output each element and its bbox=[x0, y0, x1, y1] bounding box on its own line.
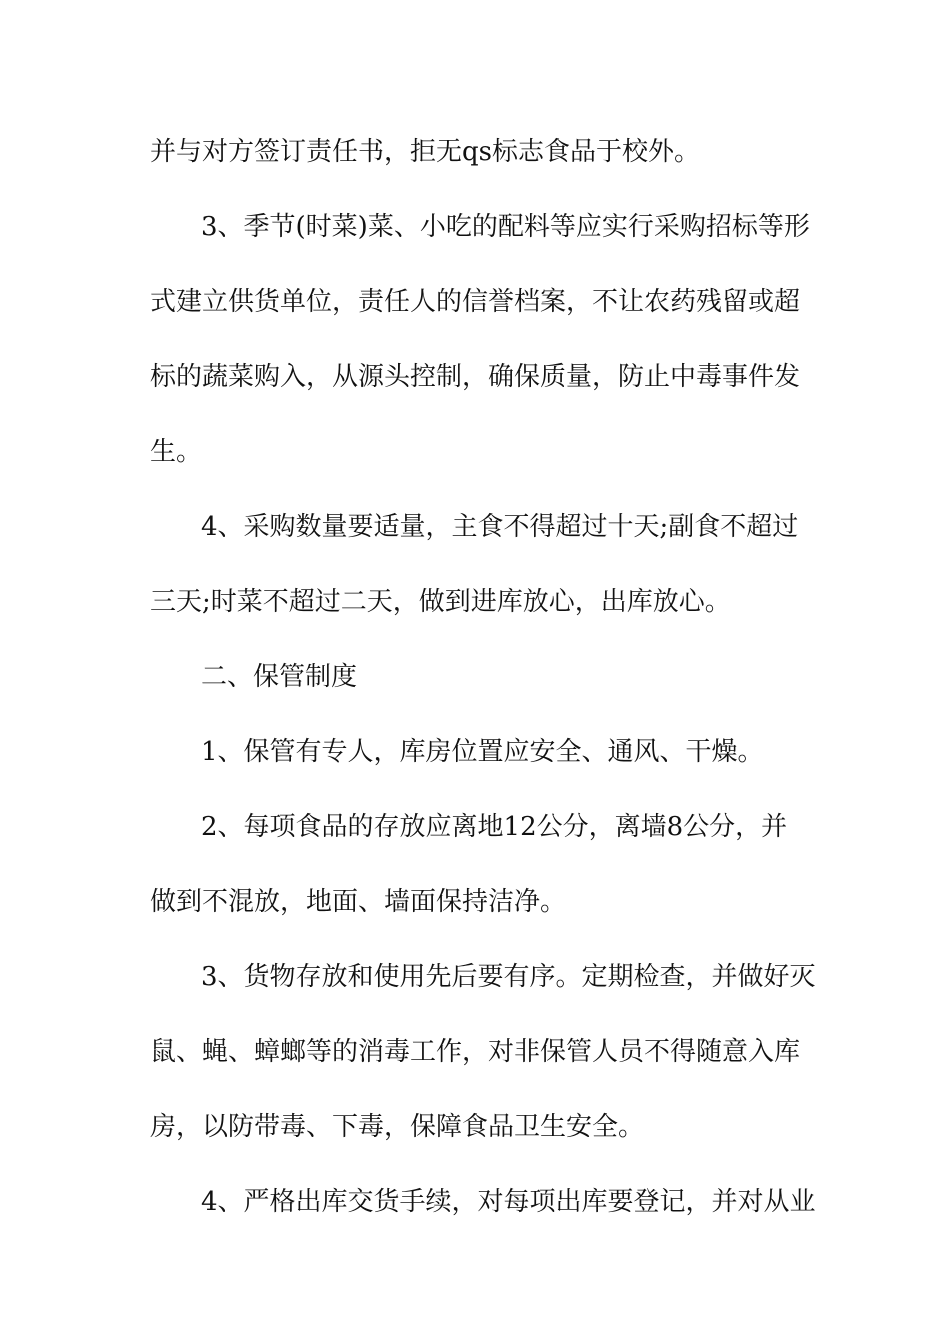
text-line: 2、每项食品的存放应离地12公分，离墙8公分，并 bbox=[201, 812, 788, 842]
text-line: 标的蔬菜购入，从源头控制，确保质量，防止中毒事件发 bbox=[150, 362, 801, 392]
text-line: 式建立供货单位，责任人的信誉档案，不让农药残留或超 bbox=[150, 287, 801, 317]
text-line: 1、保管有专人，库房位置应安全、通风、干燥。 bbox=[201, 737, 764, 767]
text-line: 做到不混放，地面、墙面保持洁净。 bbox=[150, 887, 567, 917]
section-heading: 二、保管制度 bbox=[201, 662, 358, 692]
text-line: 4、严格出库交货手续，对每项出库要登记，并对从业 bbox=[201, 1187, 816, 1217]
text-line: 3、季节(时菜)菜、小吃的配料等应实行采购招标等形 bbox=[201, 212, 810, 242]
text-line: 并与对方签订责任书，拒无qs标志食品于校外。 bbox=[150, 137, 700, 167]
text-line: 生。 bbox=[150, 437, 203, 467]
text-line: 三天;时菜不超过二天，做到进库放心，出库放心。 bbox=[150, 587, 731, 617]
text-line: 3、货物存放和使用先后要有序。定期检查，并做好灭 bbox=[201, 962, 816, 992]
text-line: 房，以防带毒、下毒，保障食品卫生安全。 bbox=[150, 1112, 645, 1142]
text-line: 鼠、蝇、蟑螂等的消毒工作，对非保管人员不得随意入库 bbox=[150, 1037, 801, 1067]
text-line: 4、采购数量要适量，主食不得超过十天;副食不超过 bbox=[201, 512, 799, 542]
